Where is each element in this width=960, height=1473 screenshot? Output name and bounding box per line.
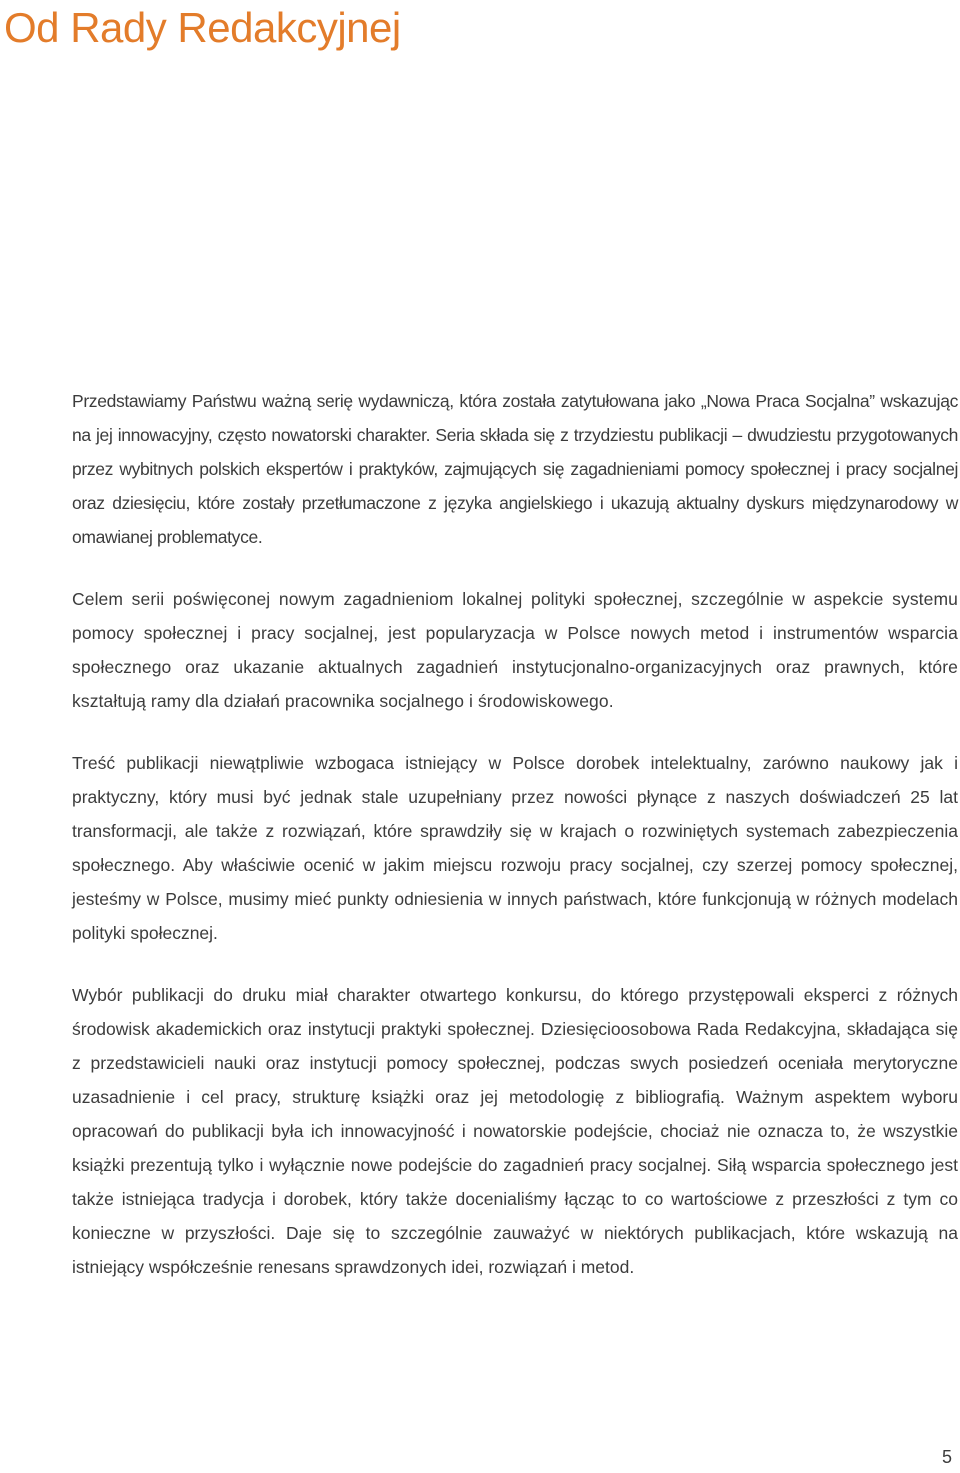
paragraph-selection: Wybór publikacji do druku miał charakter otwartego konkursu, do którego przystępowali eksperci z różnych środowisk akademickich oraz instytucji praktyki społecznej. Dziesięcioosobowa Rada Redakcyjna, składająca się z przedstawicieli nauki oraz instytucji pomocy społecznej, podczas swych posiedzeń oceniała merytoryczne uzasadnienie i cel pracy, strukturę książki oraz jej metodologię z bibliografią. Ważnym aspektem wyboru opracowań do publikacji była ich innowacyjność i nowatorskie podejście, chociaż nie oznacza to, że wszystkie książki prezentują tylko i wyłącznie nowe podejście do zagadnień pracy socjalnej. Siłą wsparcia społecznego jest także istniejąca tradycja i dorobek, który także docenialiśmy łącząc to co wartościowe z przeszłości z tym co konieczne w przyszłości. Daje się to szczególnie zauważyć w niektórych publikacjach, które wskazują na istniejący współcześnie renesans sprawdzonych idei, rozwiązań i metod.	[72, 985, 958, 1277]
page-title: Od Rady Redakcyjnej	[4, 4, 401, 51]
paragraph-intro: Przedstawiamy Państwu ważną serię wydawniczą, która została zatytułowana jako „Nowa Praca Socjalna” wskazując na jej innowacyjny, często nowatorski charakter. Seria składa się z trzydziestu publikacji – dwudziestu przygotowanych przez wybitnych polskich ekspertów i praktyków, zajmujących się zagadnieniami pomocy społecznej i pracy socjalnej oraz dziesięciu, które zostały przetłumaczone z języka angielskiego i ukazują aktualny dyskurs międzynarodowy w omawianej problematyce.	[72, 391, 958, 547]
paragraph-content: Treść publikacji niewątpliwie wzbogaca istniejący w Polsce dorobek intelektualny, zarówno naukowy jak i praktyczny, który musi być jednak stale uzupełniany przez nowości płynące z naszych doświadczeń 25 lat transformacji, ale także z rozwiązań, które sprawdziły się w krajach o rozwiniętych systemach zabezpieczenia społecznego. Aby właściwie ocenić w jakim miejscu rozwoju pracy socjalnej, czy szerzej pomocy społecznej, jesteśmy w Polsce, musimy mieć punkty odniesienia w innych państwach, które funkcjonują w różnych modelach polityki społecznej.	[72, 753, 958, 943]
body-text	[72, 384, 958, 1284]
page-number: 5	[941, 1447, 952, 1467]
paragraph-series-goal: Celem serii poświęconej nowym zagadnieniom lokalnej polityki społecznej, szczególnie w aspekcie systemu pomocy społecznej i pracy socjalnej, jest popularyzacja w Polsce nowych metod i instrumentów wsparcia społecznego oraz ukazanie aktualnych zagadnień instytucjonalno-organizacyjnych oraz prawnych, które kształtują ramy dla działań pracownika socjalnego i środowiskowego.	[72, 589, 958, 711]
